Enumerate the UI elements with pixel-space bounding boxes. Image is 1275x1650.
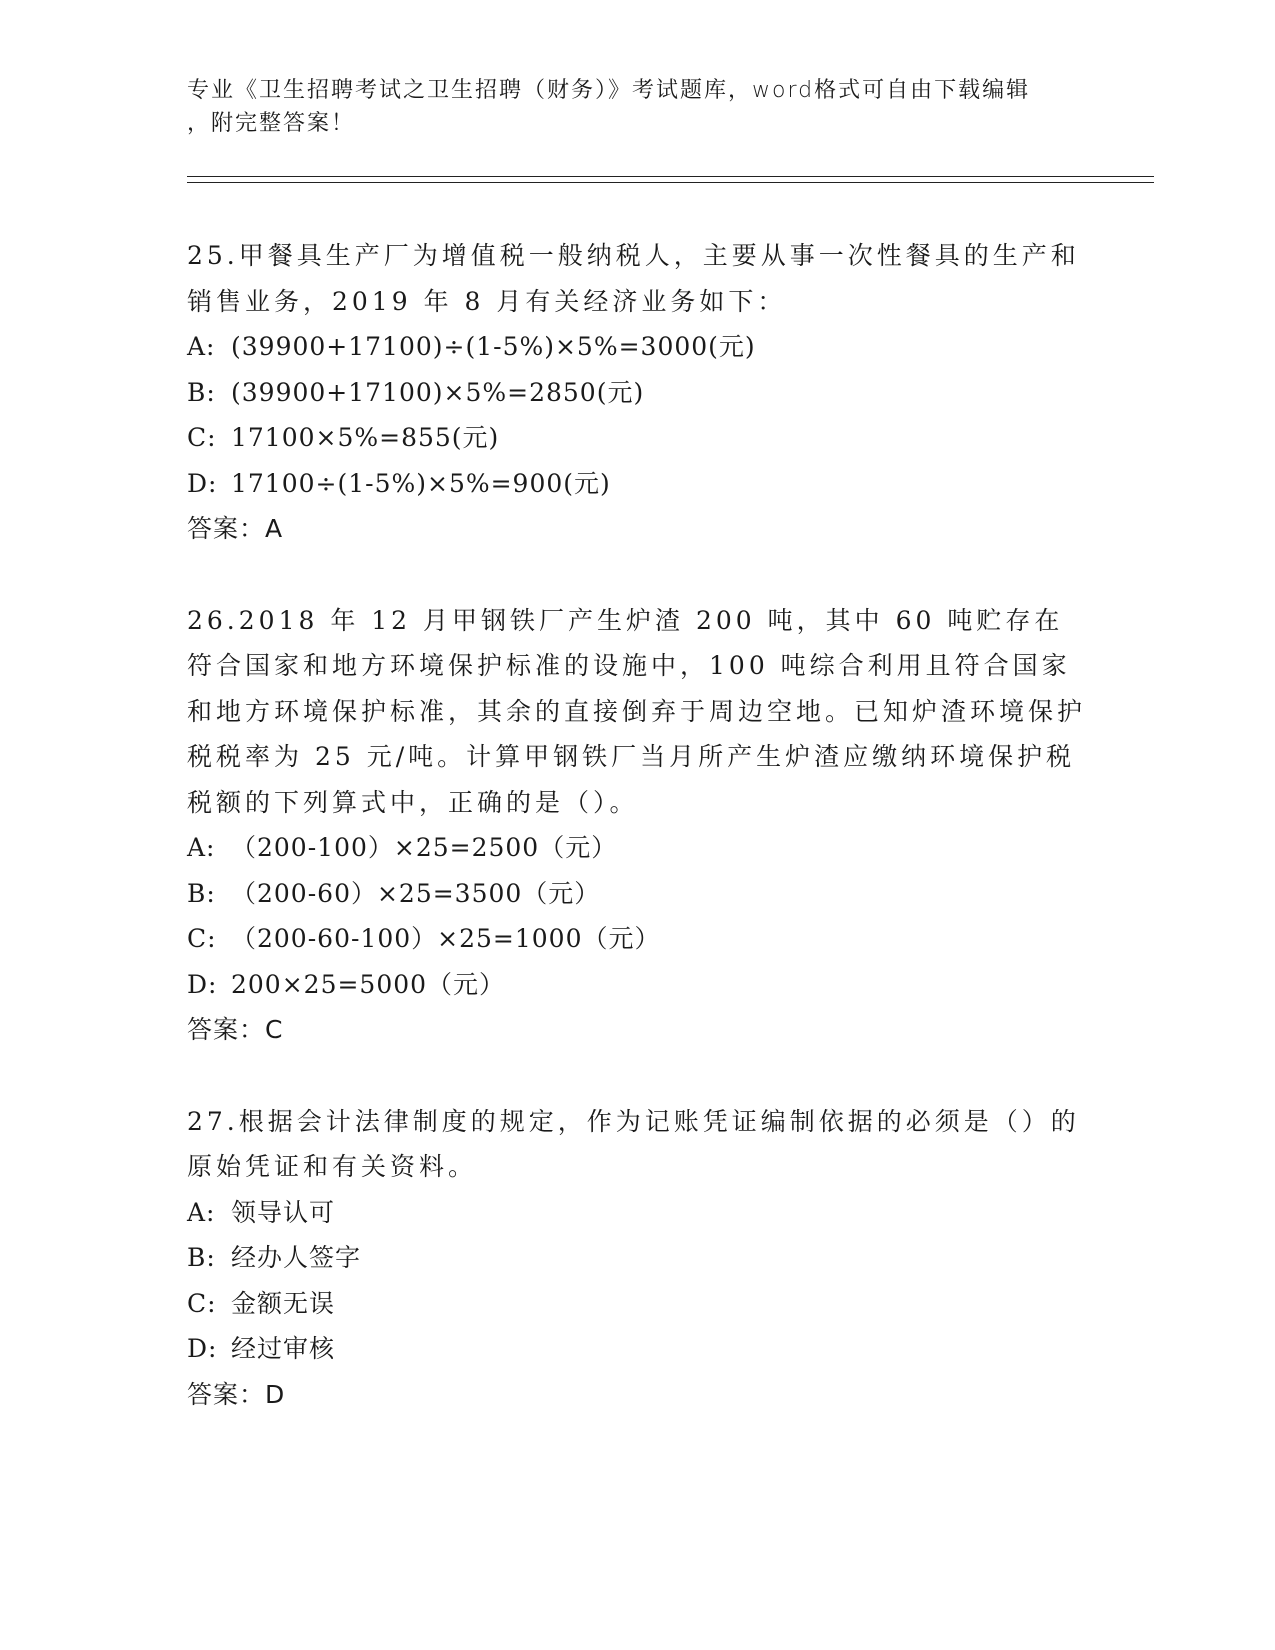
option-letter: B: [187,1243,216,1272]
option-text: 经过审核 [231,1334,336,1363]
question-stem: 26.2018 年 12 月甲钢铁厂产生炉渣 200 吨，其中 60 吨贮存在符合国家和地方环境保护标准的设施中，100 吨综合利用且符合国家和地方环境保护标准，其余的直接倒弃于周边空地。已知炉渣环境保护税税率为 25 元/吨。计算甲钢铁厂当月所产生炉渣应缴纳环境保护税税额的下列算式中，正确的是（）。 [187,605,1087,817]
option-d [187,962,1087,1008]
header-line-1: 专业《卫生招聘考试之卫生招聘（财务）》考试题库，word格式可自由下载编辑 [187,78,1031,103]
option-letter: A: [187,332,216,361]
option-text: 领导认可 [231,1197,336,1227]
option-letter: C: [187,924,217,953]
option-c [187,916,1087,962]
option-text: 17100×5%=855(元) [231,423,500,452]
option-letter: B: [187,377,216,407]
option-text: （200-100）×25=2500（元） [231,833,618,862]
document-header [187,74,1087,140]
question-25 [187,233,1087,552]
option-a [187,825,1087,871]
answer-line: 答案：C [187,1015,284,1044]
header-line-2: ，附完整答案！ [187,111,356,136]
option-text: 经办人签字 [231,1243,362,1272]
option-letter: A: [187,1197,216,1227]
question-26 [187,598,1087,1053]
option-text: (39900+17100)÷(1-5%)×5%=3000(元) [231,332,756,361]
answer-line: 答案：A [187,514,284,543]
option-letter: C: [187,423,217,452]
option-text: (39900+17100)×5%=2850(元) [231,377,645,407]
header-divider-top [187,176,1154,177]
option-b [187,1235,1087,1281]
answer-line: 答案：D [187,1379,286,1409]
option-d [187,461,1087,507]
question-stem: 27.根据会计法律制度的规定，作为记账凭证编制依据的必须是（）的原始凭证和有关资料。 [187,1106,1080,1181]
option-letter: D: [187,1334,218,1363]
question-stem: 25.甲餐具生产厂为增值税一般纳税人，主要从事一次性餐具的生产和销售业务，2019 年 8 月有关经济业务如下： [187,241,1080,316]
option-text: （200-60）×25=3500（元） [231,878,601,908]
header-divider-bottom [187,182,1154,183]
option-text: （200-60-100）×25=1000（元） [231,924,661,953]
option-text: 17100÷(1-5%)×5%=900(元) [231,468,611,498]
option-a [187,324,1087,370]
option-letter: A: [187,833,216,862]
option-d [187,1326,1087,1372]
option-text: 金额无误 [231,1288,336,1318]
question-list [187,233,1087,1463]
option-b [187,370,1087,416]
option-c [187,1281,1087,1327]
option-text: 200×25=5000（元） [231,969,506,999]
question-27 [187,1099,1087,1418]
option-a [187,1190,1087,1236]
option-c [187,415,1087,461]
option-letter: D: [187,468,218,498]
option-b [187,871,1087,917]
option-letter: C: [187,1288,217,1318]
option-letter: B: [187,878,216,908]
option-letter: D: [187,969,218,999]
